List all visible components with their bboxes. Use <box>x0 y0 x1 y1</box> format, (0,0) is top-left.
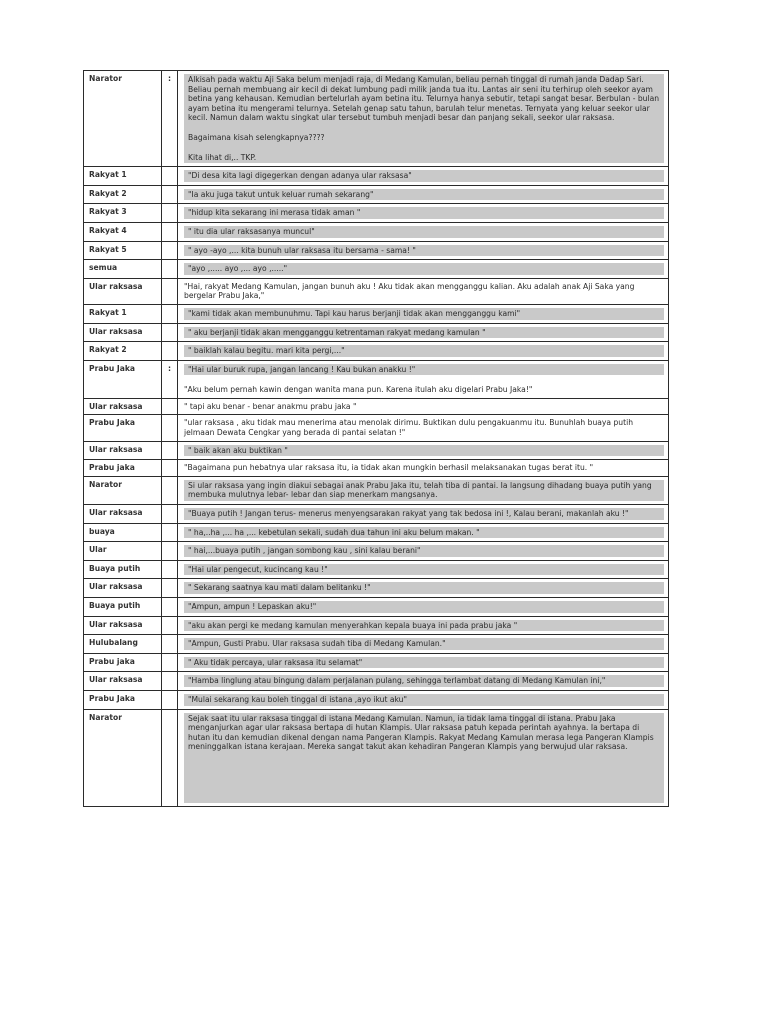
speaker-name: Ular raksasa <box>84 505 162 524</box>
speaker-name: Prabu Jaka <box>84 690 162 709</box>
dialogue-line: "hidup kita sekarang ini merasa tidak aman " <box>184 207 664 219</box>
dialogue-line: "Ampun, ampun ! Lepaskan aku!" <box>184 601 664 613</box>
dialogue-cell <box>178 342 669 361</box>
speaker-name: Prabu Jaka <box>84 360 162 398</box>
dialogue-cell <box>178 415 669 441</box>
script-row <box>84 523 669 542</box>
dialogue-line: "ayo ,..... ayo ,... ayo ,....." <box>184 263 664 275</box>
speaker-name: Narator <box>84 709 162 806</box>
dialogue-line: " baik akan aku buktikan " <box>184 445 664 457</box>
dialogue-line: "Buaya putih ! Jangan terus- menerus menyengsarakan rakyat yang tak bedosa ini !, Kalau berani, makanlah aku !" <box>184 508 664 520</box>
script-row <box>84 505 669 524</box>
script-row <box>84 415 669 441</box>
dialogue-line: "Hai ular pengecut, kucincang kau !" <box>184 564 664 576</box>
speaker-name: Ular <box>84 542 162 561</box>
script-row <box>84 476 669 504</box>
speaker-name: buaya <box>84 523 162 542</box>
speaker-name: semua <box>84 260 162 279</box>
script-row <box>84 635 669 654</box>
dialogue-paragraph: Kita lihat di,.. TKP. <box>188 152 257 162</box>
dialogue-cell <box>178 323 669 342</box>
dialogue-cell <box>178 71 669 167</box>
dialogue-line: "Ia aku juga takut untuk keluar rumah sekarang" <box>184 189 664 201</box>
dialogue-cell <box>178 278 669 304</box>
dialogue-line: "Ampun, Gusti Prabu. Ular raksasa sudah tiba di Medang Kamulan." <box>184 638 664 650</box>
dialogue-cell <box>178 222 669 241</box>
dialogue-cell <box>178 185 669 204</box>
dialogue-cell <box>178 398 669 415</box>
dialogue-cell <box>178 523 669 542</box>
speaker-separator <box>162 342 178 361</box>
script-row <box>84 185 669 204</box>
dialogue-cell <box>178 304 669 323</box>
dialogue-line: "Mulai sekarang kau boleh tinggal di istana ,ayo ikut aku" <box>184 694 664 706</box>
speaker-name: Buaya putih <box>84 598 162 617</box>
dialogue-cell <box>178 560 669 579</box>
dialogue-highlight <box>184 74 664 163</box>
script-row <box>84 598 669 617</box>
script-row <box>84 241 669 260</box>
speaker-separator <box>162 690 178 709</box>
script-row <box>84 690 669 709</box>
script-row <box>84 304 669 323</box>
dialogue-line: "Hamba linglung atau bingung dalam perjalanan pulang, sehingga terlambat datang di Medang Kamulan ini," <box>184 675 664 687</box>
script-row <box>84 167 669 186</box>
speaker-separator <box>162 241 178 260</box>
dialogue-cell <box>178 598 669 617</box>
script-row <box>84 616 669 635</box>
speaker-name: Ular raksasa <box>84 616 162 635</box>
script-row <box>84 278 669 304</box>
dialogue-cell <box>178 579 669 598</box>
dialogue-line: " Sekarang saatnya kau mati dalam belitanku !" <box>184 582 664 594</box>
speaker-name: Rakyat 4 <box>84 222 162 241</box>
speaker-name: Rakyat 2 <box>84 342 162 361</box>
dialogue-cell <box>178 241 669 260</box>
dialogue-line: "Di desa kita lagi digegerkan dengan adanya ular raksasa" <box>184 170 664 182</box>
dialogue-line: "Aku belum pernah kawin dengan wanita mana pun. Karena itulah aku digelari Prabu Jaka!" <box>184 385 533 395</box>
dialogue-cell <box>178 542 669 561</box>
dialogue-line: " baiklah kalau begitu. mari kita pergi,..." <box>184 345 664 357</box>
script-row <box>84 360 669 398</box>
dialogue-cell <box>178 441 669 460</box>
dialogue-cell <box>178 505 669 524</box>
speaker-name: Ular raksasa <box>84 672 162 691</box>
dialogue-cell <box>178 460 669 477</box>
dialogue-line: "Hai, rakyat Medang Kamulan, jangan bunuh aku ! Aku tidak akan mengganggu kalian. Aku adalah anak Aji Saka yang bergelar Prabu Jaka," <box>184 281 635 301</box>
script-row <box>84 342 669 361</box>
dialogue-paragraph: Alkisah pada waktu Aji Saka belum menjadi raja, di Medang Kamulan, beliau pernah tinggal di rumah janda Dadap Sari. Beliau pernah membuang air kecil di dekat lumbung padi milik janda tua itu. Lantas air seni itu terhirup oleh seekor ayam betina yang kehausan. Kemudian bertelurlah ayam betina itu. Telurnya hanya sebutir, tetapi sangat besar. Berbulan - bulan ayam betina itu mengerami telurnya. Setelah genap satu tahun, barulah telur menetas. Ternyata yang keluar seekor ular kecil. Namun dalam waktu singkat ular tersebut tumbuh menjadi besar dan panjang sekali, seekor ular raksasa. <box>188 75 660 123</box>
dialogue-cell <box>178 653 669 672</box>
speaker-separator <box>162 460 178 477</box>
dialogue-cell <box>178 204 669 223</box>
speaker-separator <box>162 505 178 524</box>
script-row <box>84 542 669 561</box>
speaker-separator <box>162 167 178 186</box>
dialogue-line: " ayo -ayo ,... kita bunuh ular raksasa itu bersama - sama! " <box>184 245 664 257</box>
dialogue-cell <box>178 672 669 691</box>
script-row <box>84 260 669 279</box>
speaker-name: Hulubalang <box>84 635 162 654</box>
script-row <box>84 441 669 460</box>
speaker-separator <box>162 222 178 241</box>
dialogue-cell <box>178 260 669 279</box>
dialogue-line: Sejak saat itu ular raksasa tinggal di istana Medang Kamulan. Namun, ia tidak lama tinggal di istana. Prabu Jaka menganjurkan agar ular raksasa bertapa di hutan Klampis. Ular raksasa patuh kepada perintah ayahnya. Ia bertapa di hutan itu dan kemudian dikenal dengan nama Pangeran Klampis. Rakyat Medang Kamulan merasa lega Pangeran Klampis meninggalkan istana kerajaan. Mereka sangat takut akan kehadiran Pangeran Klampis yang berwujud ular raksasa. <box>184 713 664 803</box>
dialogue-line: " tapi aku benar - benar anakmu prabu jaka " <box>184 401 357 411</box>
speaker-separator <box>162 523 178 542</box>
speaker-separator: : <box>162 71 178 167</box>
speaker-separator <box>162 441 178 460</box>
speaker-separator <box>162 185 178 204</box>
speaker-name: Prabu Jaka <box>84 415 162 441</box>
speaker-separator <box>162 476 178 504</box>
dialogue-cell <box>178 616 669 635</box>
speaker-separator: : <box>162 360 178 398</box>
script-row <box>84 560 669 579</box>
speaker-separator <box>162 278 178 304</box>
speaker-separator <box>162 653 178 672</box>
script-page <box>83 70 669 807</box>
dialogue-cell <box>178 690 669 709</box>
speaker-separator <box>162 560 178 579</box>
dialogue-cell <box>178 635 669 654</box>
drama-script-table <box>83 70 669 807</box>
speaker-name: Buaya putih <box>84 560 162 579</box>
speaker-name: Rakyat 1 <box>84 167 162 186</box>
speaker-name: Rakyat 3 <box>84 204 162 223</box>
speaker-separator <box>162 260 178 279</box>
speaker-separator <box>162 598 178 617</box>
dialogue-line: "kami tidak akan membunuhmu. Tapi kau harus berjanji tidak akan mengganggu kami" <box>184 308 664 320</box>
dialogue-line: " Aku tidak percaya, ular raksasa itu selamat" <box>184 657 664 669</box>
speaker-name: Narator <box>84 476 162 504</box>
dialogue-line: " ha,..ha ,... ha ,... kebetulan sekali, sudah dua tahun ini aku belum makan. " <box>184 527 664 539</box>
dialogue-line: "Hai ular buruk rupa, jangan lancang ! Kau bukan anakku !" <box>184 364 664 376</box>
speaker-separator <box>162 579 178 598</box>
script-row <box>84 709 669 806</box>
script-row <box>84 222 669 241</box>
speaker-name: Ular raksasa <box>84 278 162 304</box>
speaker-separator <box>162 616 178 635</box>
speaker-separator <box>162 204 178 223</box>
script-row <box>84 653 669 672</box>
speaker-separator <box>162 635 178 654</box>
dialogue-line: "Bagaimana pun hebatnya ular raksasa itu, ia tidak akan mungkin berhasil melaksanakan tugas berat itu. " <box>184 463 594 473</box>
dialogue-line: " hai,...buaya putih , jangan sombong kau , sini kalau berani" <box>184 545 664 557</box>
speaker-name: Prabu jaka <box>84 653 162 672</box>
speaker-name: Rakyat 2 <box>84 185 162 204</box>
dialogue-paragraph: Bagaimana kisah selengkapnya???? <box>188 132 325 142</box>
speaker-name: Ular raksasa <box>84 398 162 415</box>
speaker-name: Ular raksasa <box>84 441 162 460</box>
script-row <box>84 398 669 415</box>
speaker-separator <box>162 323 178 342</box>
dialogue-line: " aku berjanji tidak akan mengganggu ketrentaman rakyat medang kamulan " <box>184 327 664 339</box>
speaker-separator <box>162 709 178 806</box>
dialogue-cell <box>178 709 669 806</box>
speaker-name: Narator <box>84 71 162 167</box>
script-row <box>84 71 669 167</box>
dialogue-cell <box>178 476 669 504</box>
script-row <box>84 204 669 223</box>
dialogue-line: "aku akan pergi ke medang kamulan menyerahkan kepala buaya ini pada prabu jaka " <box>184 620 664 632</box>
script-row <box>84 323 669 342</box>
speaker-separator <box>162 304 178 323</box>
speaker-separator <box>162 672 178 691</box>
dialogue-line: "ular raksasa , aku tidak mau menerima atau menolak dirimu. Buktikan dulu pengakuanmu itu. Bunuhlah buaya putih jelmaan Dewata Cengkar yang berada di pantai selatan !" <box>184 418 634 438</box>
speaker-separator <box>162 398 178 415</box>
script-table-body <box>84 71 669 807</box>
speaker-name: Rakyat 5 <box>84 241 162 260</box>
speaker-name: Ular raksasa <box>84 323 162 342</box>
script-row <box>84 460 669 477</box>
speaker-name: Rakyat 1 <box>84 304 162 323</box>
script-row <box>84 579 669 598</box>
speaker-separator <box>162 542 178 561</box>
speaker-name: Ular raksasa <box>84 579 162 598</box>
dialogue-cell <box>178 360 669 398</box>
dialogue-line: Si ular raksasa yang ingin diakui sebagai anak Prabu Jaka itu, telah tiba di pantai. Ia langsung dihadang buaya putih yang membuka mulutnya lebar- lebar dan siap menerkam mangsanya. <box>184 480 664 501</box>
script-row <box>84 672 669 691</box>
speaker-name: Prabu jaka <box>84 460 162 477</box>
dialogue-line: " itu dia ular raksasanya muncul" <box>184 226 664 238</box>
dialogue-cell <box>178 167 669 186</box>
speaker-separator <box>162 415 178 441</box>
